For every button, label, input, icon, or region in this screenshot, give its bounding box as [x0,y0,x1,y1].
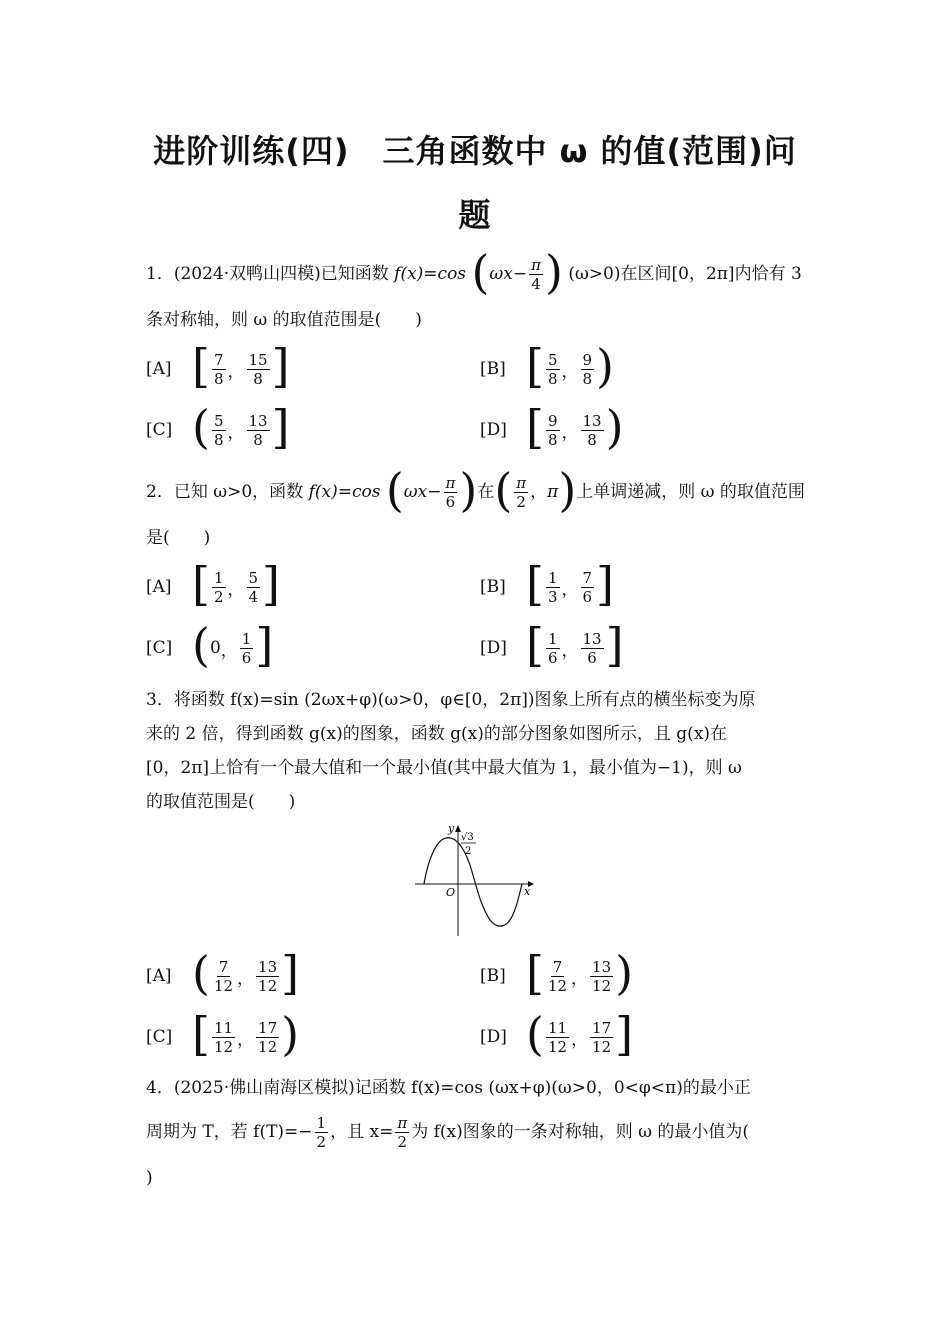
q1-stem-line1: 1．(2024·双鸭山四模)已知函数 f(x)=cos (ωx− $\frac{\pi}{4}$ ) (ω>0)在区间[0，2π]内恰有 3 [146,244,802,299]
q3-stem-line3: [0，2π]上恰有一个最大值和一个最小值(其中最大值为 1，最小值为−1)，则 ω [146,758,742,778]
root3-label: √3 [461,832,474,843]
q1-stem-line2: 条对称轴，则 ω 的取值范围是( ) [146,310,422,330]
q4-stem-line3: ) [146,1168,153,1188]
x-axis-label: x [524,885,531,898]
q3-stem-line4: 的取值范围是( ) [146,792,296,812]
q1-option-c[interactable]: [C] ( $\frac{5}{8}$ ， $\frac{13}{8}$ ] [146,400,290,454]
q2-option-b[interactable]: [B] [ $\frac{1}{3}$ ， $\frac{7}{6}$ ] [480,557,614,611]
q2-stem-line1: 2．已知 ω>0，函数 f(x)=cos (ωx− $\frac{\pi}{6}$ )在( $\frac{\pi}{2}$ ，π)上单调递减，则 ω 的取值范围 [146,462,805,517]
q4-stem-line1: 4．(2025·佛山南海区模拟)记函数 f(x)=cos (ωx+φ)(ω>0，0<φ<π)的最小正 [146,1078,751,1098]
q3-option-a[interactable]: [A] ( $\frac{7}{12}$ ， $\frac{13}{12}$ ] [146,946,300,1000]
q3-option-c[interactable]: [C] [ $\frac{11}{12}$ ， $\frac{17}{12}$ ) [146,1007,300,1061]
sine-graph-figure [410,820,540,940]
q2-option-c[interactable]: [C] ( 0 ， $\frac{1}{6}$ ] [146,618,274,672]
q1-option-b[interactable]: [B] [ $\frac{5}{8}$ ， $\frac{9}{8}$ ) [480,339,614,393]
page-title: 进阶训练(四) 三角函数中 ω 的值(范围)问 [153,132,797,170]
q3-stem-line2: 来的 2 倍，得到函数 g(x)的图象，函数 g(x)的部分图象如图所示，且 g(x)在 [146,724,728,744]
y-axis-label: y [448,822,455,835]
sine-curve [424,838,522,926]
origin-label: O [446,886,456,899]
q4-stem-line2: 周期为 T，若 f(T)=− $\frac{1}{2}$ ，且 x= $\frac{\pi}{2}$ 为 f(x)图象的一条对称轴，则 ω 的最小值为( [146,1114,750,1151]
q2-option-d[interactable]: [D] [ $\frac{1}{6}$ ， $\frac{13}{6}$ ] [480,618,624,672]
q1-option-a[interactable]: [A] [ $\frac{7}{8}$ ， $\frac{15}{8}$ ] [146,339,290,393]
root3-denominator: 2 [465,846,472,857]
y-axis-arrow [455,825,461,832]
q1-option-d[interactable]: [D] [ $\frac{9}{8}$ ， $\frac{13}{8}$ ) [480,400,624,454]
page-title-continued: 题 [458,196,492,234]
q3-stem-line1: 3．将函数 f(x)=sin (2ωx+φ)(ω>0，φ∈[0，2π])图象上所有点的横坐标变为原 [146,690,756,710]
q2-stem-line2: 是( ) [146,528,211,548]
q2-option-a[interactable]: [A] [ $\frac{1}{2}$ ， $\frac{5}{4}$ ] [146,557,280,611]
q3-option-b[interactable]: [B] [ $\frac{7}{12}$ ， $\frac{13}{12}$ ) [480,946,634,1000]
q3-option-d[interactable]: [D] ( $\frac{11}{12}$ ， $\frac{17}{12}$ ] [480,1007,634,1061]
pi-over-four: $\frac{\pi}{4}$ [531,256,541,293]
